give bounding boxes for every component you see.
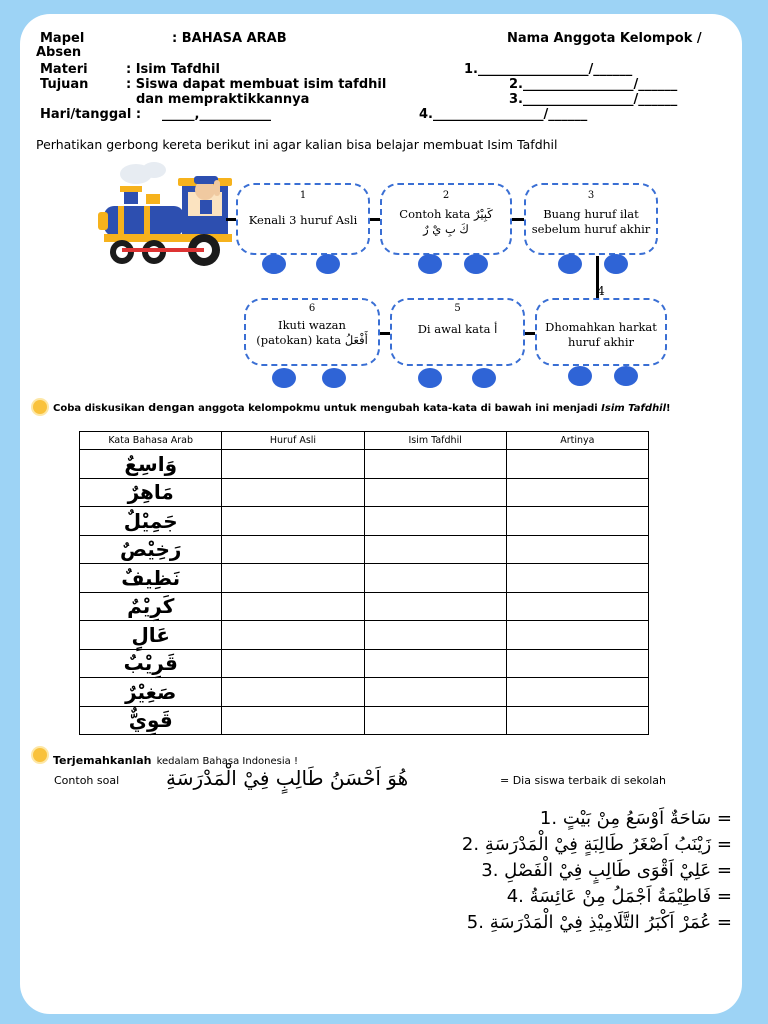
car-4-wheel-right <box>614 366 638 386</box>
table-row <box>80 649 649 678</box>
answer-equals: = <box>716 860 732 881</box>
tujuan-value-2: dan mempraktikkannya <box>136 92 310 107</box>
artinya-cell[interactable] <box>506 507 648 536</box>
artinya-cell[interactable] <box>506 706 648 735</box>
member-line-4: 4._________________/______ <box>419 107 588 122</box>
table-row <box>80 507 649 536</box>
intro-text: Perhatikan gerbong kereta berikut ini agar kalian bisa belajar membuat Isim Tafdhil <box>36 137 558 152</box>
car-text-line-2: (patokan) kata أَفْعَلُ <box>256 333 368 347</box>
coupling-car5-car6 <box>380 332 390 335</box>
task1-text-d: Isim Tafdhil <box>601 403 667 414</box>
answer-equals: = <box>716 834 732 855</box>
lightbulb-icon <box>33 748 47 762</box>
isim-tafdhil-cell[interactable] <box>364 592 506 621</box>
car-6-wheel-left <box>272 368 296 388</box>
isim-tafdhil-cell[interactable] <box>364 678 506 707</box>
huruf-asli-cell[interactable] <box>222 564 364 593</box>
artinya-cell[interactable] <box>506 535 648 564</box>
tujuan-value-1: : Siswa dapat membuat isim tafdhil <box>126 77 387 92</box>
col-header-kata: Kata Bahasa Arab <box>80 432 222 450</box>
huruf-asli-cell[interactable] <box>222 478 364 507</box>
sentence-number: 3. <box>481 860 499 881</box>
sentence-number: 5. <box>466 912 484 933</box>
huruf-asli-cell[interactable] <box>222 678 364 707</box>
huruf-asli-cell[interactable] <box>222 649 364 678</box>
arabic-word: قَوِيٌّ <box>80 706 222 735</box>
example-label: Contoh soal <box>54 774 120 787</box>
car-5-wheel-right <box>472 368 496 388</box>
train-car-2 <box>380 183 512 255</box>
isim-tafdhil-cell[interactable] <box>364 621 506 650</box>
table-row <box>80 564 649 593</box>
car-3-wheel-right <box>604 254 628 274</box>
answer-equals: = <box>716 808 732 829</box>
train-car-3 <box>524 183 658 255</box>
car-number: 5 <box>454 303 461 314</box>
huruf-asli-cell[interactable] <box>222 535 364 564</box>
artinya-cell[interactable] <box>506 478 648 507</box>
table-header-row <box>80 432 649 450</box>
materi-label: Materi <box>40 62 88 77</box>
car-2-wheel-left <box>418 254 442 274</box>
materi-value: : Isim Tafdhil <box>126 62 220 77</box>
car-number: 2 <box>442 190 450 201</box>
sentence-5 <box>467 912 732 933</box>
coupling-car2-car3 <box>512 218 524 221</box>
table-row <box>80 535 649 564</box>
arabic-word: كَرِيْمٌ <box>80 592 222 621</box>
artinya-cell[interactable] <box>506 621 648 650</box>
member-line-2: 2._________________/______ <box>509 77 678 92</box>
isim-tafdhil-cell[interactable] <box>364 450 506 479</box>
train-locomotive-icon <box>98 162 238 272</box>
car-number: 1 <box>299 190 307 201</box>
car-text-line-1: Dhomahkan harkat <box>545 320 657 334</box>
lightbulb-icon <box>33 400 47 414</box>
huruf-asli-cell[interactable] <box>222 621 364 650</box>
coupling-car1-car2 <box>370 218 380 221</box>
isim-tafdhil-cell[interactable] <box>364 478 506 507</box>
train-car-6 <box>244 298 380 366</box>
isim-tafdhil-cell[interactable] <box>364 649 506 678</box>
col-header-artinya: Artinya <box>506 432 648 450</box>
mapel-label: Mapel <box>40 31 85 46</box>
car-text-line-1: Ikuti wazan <box>278 318 346 332</box>
sentence-arabic: فَاطِيْمَةُ اَجْمَلُ مِنْ عَائِسَةُ <box>529 886 712 907</box>
car-text-line-1: Buang huruf ilat <box>543 207 639 221</box>
huruf-asli-cell[interactable] <box>222 592 364 621</box>
isim-tafdhil-cell[interactable] <box>364 564 506 593</box>
isim-tafdhil-cell[interactable] <box>364 706 506 735</box>
arabic-word: صَغِيْرٌ <box>80 678 222 707</box>
car-text-line-2: كَ بِ يْ رٌ <box>423 222 469 236</box>
car-1-wheel-left <box>262 254 286 274</box>
sentence-4 <box>507 886 732 907</box>
group-title: Nama Anggota Kelompok / <box>507 31 702 46</box>
arabic-word: قَرِيْبٌ <box>80 649 222 678</box>
car-text-line-2: huruf akhir <box>567 335 635 349</box>
car-text-line-1: Contoh kata كَبِيْرٌ <box>399 207 493 221</box>
table-row <box>80 592 649 621</box>
worksheet-page <box>20 14 742 1014</box>
task1-text-e: ! <box>666 403 671 414</box>
sentence-arabic: زَيْنَبُ اَصْغَرُ طَالِبَةٍ فِيْ الْمَدْرَسَةِ <box>484 834 712 855</box>
col-header-isim-tafdhil: Isim Tafdhil <box>364 432 506 450</box>
hari-value: _____,___________ <box>162 107 271 122</box>
task1-text-c: anggota kelompokmu untuk mengubah kata-kata di bawah ini menjadi <box>198 403 598 414</box>
sentence-number: 4. <box>506 886 524 907</box>
answer-equals: = <box>716 912 732 933</box>
table-row <box>80 706 649 735</box>
car-text-line-2: sebelum huruf akhir <box>531 222 651 236</box>
car-number: 6 <box>308 303 316 314</box>
sentence-arabic: سَاحَةٌ اَوْسَعُ مِنْ بَيْتٍ <box>562 808 712 829</box>
table-row <box>80 450 649 479</box>
arabic-word: عَالٍ <box>80 621 222 650</box>
car-6-wheel-right <box>322 368 346 388</box>
absen-label: Absen <box>36 45 82 60</box>
artinya-cell[interactable] <box>506 450 648 479</box>
example-answer: = Dia siswa terbaik di sekolah <box>500 774 666 787</box>
huruf-asli-cell[interactable] <box>222 706 364 735</box>
sentence-arabic: عَلِيْ اَقْوَى طَالِبٍ فِيْ الْفَصْلِ <box>504 860 712 881</box>
example-arabic: هُوَ اَحْسَنُ طَالِبٍ فِيْ الْمَدْرَسَةِ <box>166 766 409 790</box>
car-text-line-1: Di awal kata أ <box>417 322 498 336</box>
tujuan-label: Tujuan <box>40 77 89 92</box>
col-header-huruf-asli: Huruf Asli <box>222 432 364 450</box>
task1-text-b: dengan <box>148 401 195 414</box>
train-car-4 <box>535 284 667 366</box>
arabic-word: جَمِيْلٌ <box>80 507 222 536</box>
arabic-word: رَخِيْصٌ <box>80 535 222 564</box>
mapel-value: : BAHASA ARAB <box>172 31 287 46</box>
car-number: 4 <box>597 284 605 298</box>
hari-label: Hari/tanggal : <box>40 107 142 122</box>
car-2-wheel-right <box>464 254 488 274</box>
member-line-1: 1._________________/______ <box>464 62 633 77</box>
table-row <box>80 621 649 650</box>
sentence-3 <box>481 860 732 881</box>
huruf-asli-cell[interactable] <box>222 507 364 536</box>
arabic-word: مَاهِرٌ <box>80 478 222 507</box>
sentence-number: 1. <box>539 808 558 829</box>
huruf-asli-cell[interactable] <box>222 450 364 479</box>
sentence-1 <box>540 808 732 829</box>
coupling-loco-car1 <box>226 218 236 221</box>
car-text-line-1: Kenali 3 huruf Asli <box>248 213 358 227</box>
car-3-wheel-left <box>558 254 582 274</box>
sentence-2 <box>462 834 732 855</box>
car-4-wheel-left <box>568 366 592 386</box>
table-row <box>80 478 649 507</box>
task2-title-a: Terjemahkanlah <box>53 754 152 767</box>
artinya-cell[interactable] <box>506 592 648 621</box>
coupling-car4-car5 <box>525 332 535 335</box>
arabic-word: وَاسِعٌ <box>80 450 222 479</box>
isim-tafdhil-cell[interactable] <box>364 507 506 536</box>
sentence-number: 2. <box>461 834 480 855</box>
train-car-5 <box>390 298 525 366</box>
car-number: 3 <box>587 190 595 201</box>
train-car-1 <box>236 183 370 255</box>
answer-equals: = <box>716 886 732 907</box>
artinya-cell[interactable] <box>506 678 648 707</box>
sentence-arabic: عُمَرْ اَكْبَرُ التَّلَامِيْذِ فِيْ الْمَدْرَسَةِ <box>489 912 712 933</box>
artinya-cell[interactable] <box>506 649 648 678</box>
isim-tafdhil-cell[interactable] <box>364 535 506 564</box>
arabic-word: نَظِيفٌ <box>80 564 222 593</box>
member-line-3: 3._________________/______ <box>509 92 678 107</box>
task2-title-b: kedalam Bahasa Indonesia ! <box>156 756 298 767</box>
car-5-wheel-left <box>418 368 442 388</box>
task1-text-a: Coba diskusikan <box>53 403 145 414</box>
artinya-cell[interactable] <box>506 564 648 593</box>
table-row <box>80 678 649 707</box>
isim-tafdhil-table <box>79 431 649 735</box>
task1-instruction <box>53 401 671 414</box>
car-1-wheel-right <box>316 254 340 274</box>
